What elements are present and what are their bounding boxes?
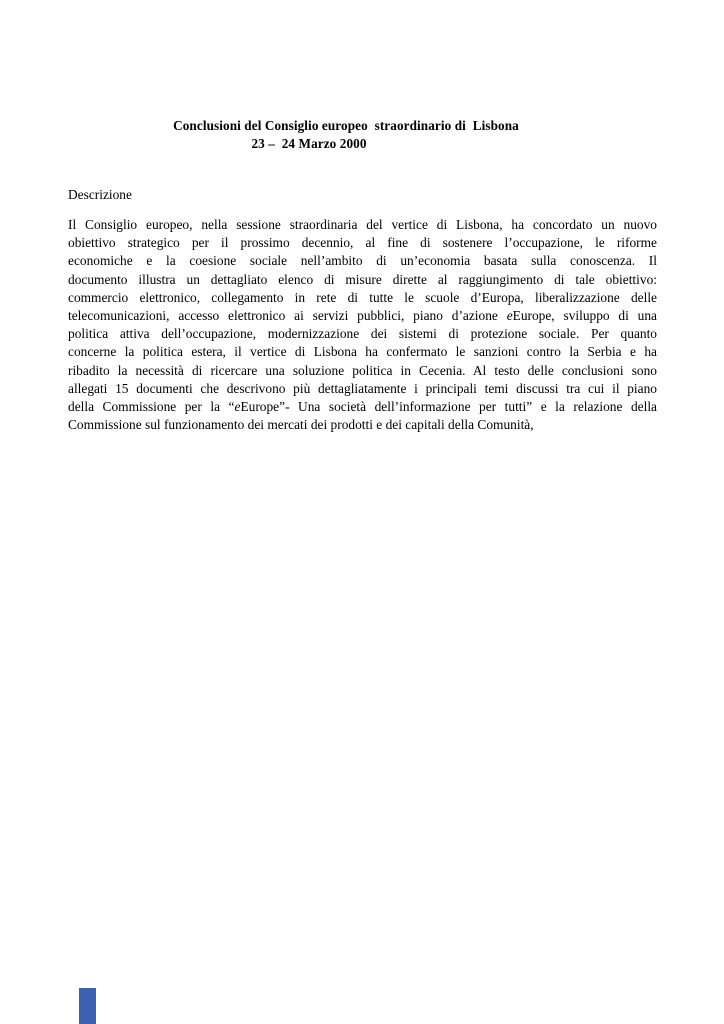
paragraph-text: politica attiva dell’occupazione, modernizzazione dei sistemi di protezione sociale. Per quanto — [68, 326, 657, 342]
paragraph-text: Commissione sul funzionamento dei mercati dei prodotti e dei capitali della Comunità, — [68, 417, 534, 433]
paragraph-line — [68, 398, 657, 416]
paragraph-text: telecomunicazioni, accesso elettronico ai servizi pubblici, piano d’azione — [68, 307, 507, 323]
paragraph-line — [68, 416, 657, 434]
paragraph-text: concerne la politica estera, il vertice di Lisbona ha confermato le sanzioni contro la Serbia e ha — [68, 344, 657, 360]
paragraph-line — [68, 289, 657, 307]
paragraph-text: economiche e la coesione sociale nell’ambito di un’economia basata sulla conoscenza. Il — [68, 253, 657, 269]
doc-title-line-1: Conclusioni del Consiglio europeo straordinario di Lisbona — [173, 118, 519, 133]
paragraph-line — [68, 271, 657, 289]
paragraph-text: Il Consiglio europeo, nella sessione straordinaria del vertice di Lisbona, ha concordato un nuovo — [68, 217, 657, 232]
page-bottom-marker — [79, 988, 96, 1024]
paragraph-text: Europe”- Una società dell’informazione per tutti” e la relazione della — [240, 398, 657, 414]
doc-title-line-2: 23 – 24 Marzo 2000 — [251, 136, 367, 152]
paragraph-line — [68, 234, 657, 252]
paragraph-text: Europe, sviluppo di una — [512, 307, 658, 323]
paragraph-text: della Commissione per la “ — [68, 398, 235, 414]
paragraph-line — [68, 362, 657, 380]
paragraph-line — [68, 325, 657, 343]
section-label: Descrizione — [68, 187, 132, 202]
paragraph-text: documento illustra un dettagliato elenco di misure dirette al raggiungimento di tale obiettivo: — [68, 271, 657, 287]
paragraph-line — [68, 380, 657, 398]
italic-e: e — [506, 307, 513, 323]
paragraph-line — [68, 252, 657, 270]
paragraph-text: obiettivo strategico per il prossimo decennio, al fine di sostenere l’occupazione, le riforme — [68, 235, 657, 251]
paragraph-line — [68, 343, 657, 361]
paragraph-line — [68, 216, 657, 234]
paragraph-line — [68, 307, 657, 325]
paragraph-text: allegati 15 documenti che descrivono più dettagliatamente i principali temi discussi tra cui il piano — [68, 380, 657, 396]
paragraph-text: commercio elettronico, collegamento in rete di tutte le scuole d’Europa, liberalizzazione delle — [68, 289, 657, 305]
body-paragraph — [68, 216, 657, 434]
italic-e: e — [234, 398, 241, 414]
paragraph-text: ribadito la necessità di ricercare una soluzione politica in Cecenia. Al testo delle conclusioni sono — [68, 362, 657, 378]
